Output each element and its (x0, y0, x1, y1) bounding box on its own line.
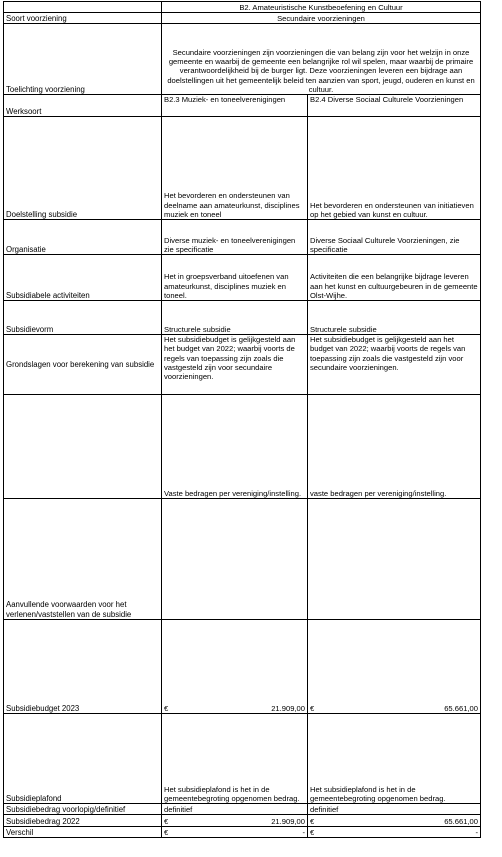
vaste-bedragen-col2: vaste bedragen per vereniging/instelling. (308, 395, 481, 499)
activiteiten-col1: Het in groepsverband uitoefenen van amateurkunst, disciplines muziek en toneel. (162, 255, 308, 301)
activiteiten-row (4, 255, 481, 301)
plafond-col2: Het subsidieplafond is het in de gemeentebegroting opgenomen bedrag. (308, 714, 481, 804)
werksoort-col2: B2.4 Diverse Sociaal Culturele Voorzieningen (308, 95, 481, 117)
bedrag2022-col2 (308, 815, 481, 827)
doelstelling-col2: Het bevorderen en ondersteunen van initiatieven op het gebied van kunst en cultuur. (308, 117, 481, 220)
werksoort-col1: B2.3 Muziek- en toneelverenigingen (162, 95, 308, 117)
voorlopig-label: Subsidiebedrag voorlopig/definitief (4, 804, 162, 815)
plafond-label: Subsidieplafond (4, 714, 162, 804)
empty-cell (4, 2, 162, 13)
verschil-label: Verschil (4, 827, 162, 838)
empty-cell (308, 499, 481, 620)
euro-symbol: € (164, 816, 169, 826)
activiteiten-label: Subsidiabele activiteiten (4, 255, 162, 301)
plafond-row (4, 714, 481, 804)
verschil-col2 (308, 827, 481, 838)
subsidievorm-label: Subsidievorm (4, 301, 162, 335)
vaste-bedragen-col1: Vaste bedragen per vereniging/instelling. (162, 395, 308, 499)
euro-symbol: € (164, 827, 169, 837)
bedrag2022-row (4, 815, 481, 827)
budget-amount: 65.661,00 (444, 703, 478, 713)
verschil-col1 (162, 827, 308, 838)
verschil-amount: - (302, 827, 305, 837)
soort-row (4, 13, 481, 24)
category-row (4, 2, 481, 13)
verschil-amount: - (475, 827, 478, 837)
voorwaarden-row (4, 499, 481, 620)
organisatie-col1: Diverse muziek- en toneelverenigingen zie specificatie (162, 220, 308, 255)
doelstelling-row (4, 117, 481, 220)
grondslagen-col2: Het subsidiebudget is gelijkgesteld aan het budget van 2022; waarbij voorts de regels van toepassing zijn zoals die vastgesteld zijn voor secundaire voorzieningen. (308, 335, 481, 395)
verschil-row (4, 827, 481, 838)
voorwaarden-label: Aanvullende voorwaarden voor het verlenen/vaststellen van de subsidie (4, 499, 162, 620)
budget-label: Subsidiebudget 2023 (4, 620, 162, 714)
voorlopig-col1: definitief (162, 804, 308, 815)
budget-row (4, 620, 481, 714)
toelichting-row (4, 24, 481, 95)
bedrag2022-label: Subsidiebedrag 2022 (4, 815, 162, 827)
budget-col2 (308, 620, 481, 714)
grondslagen-row (4, 335, 481, 395)
bedrag2022-amount: 65.661,00 (444, 816, 478, 826)
euro-symbol: € (164, 703, 169, 713)
soort-value: Secundaire voorzieningen (162, 13, 481, 24)
bedrag2022-amount: 21.909,00 (271, 816, 305, 826)
subsidievorm-col1: Structurele subsidie (162, 301, 308, 335)
voorlopig-col2: definitief (308, 804, 481, 815)
organisatie-row (4, 220, 481, 255)
euro-symbol: € (310, 827, 315, 837)
budget-amount: 21.909,00 (271, 703, 305, 713)
vaste-bedragen-row (4, 395, 481, 499)
organisatie-col2: Diverse Sociaal Culturele Voorzieningen, zie specificatie (308, 220, 481, 255)
category-title: B2. Amateuristische Kunstbeoefening en Cultuur (162, 2, 481, 13)
voorlopig-row (4, 804, 481, 815)
empty-cell (162, 499, 308, 620)
subsidievorm-col2: Structurele subsidie (308, 301, 481, 335)
werksoort-row (4, 95, 481, 117)
subsidy-table (3, 1, 481, 838)
empty-cell (4, 395, 162, 499)
budget-col1 (162, 620, 308, 714)
toelichting-text: Secundaire voorzieningen zijn voorzieningen die van belang zijn voor het welzijn in onze gemeente en waarbij de gemeente een belangrijke rol wil spelen, maar waarbij de primaire verantwoordelijkheid bij de burger ligt. Deze voorzieningen leveren een bijdrage aan doelstellingen uit het gemeentelijk beleid ten aanzien van sport, jeugd, ouderen en kunst en cultuur. (162, 24, 481, 95)
soort-label: Soort voorziening (4, 13, 162, 24)
bedrag2022-col1 (162, 815, 308, 827)
doelstelling-col1: Het bevorderen en ondersteunen van deelname aan amateurkunst, disciplines muziek en toneel (162, 117, 308, 220)
plafond-col1: Het subsidieplafond is het in de gemeentebegroting opgenomen bedrag. (162, 714, 308, 804)
grondslagen-label: Grondslagen voor berekening van subsidie (4, 335, 162, 395)
organisatie-label: Organisatie (4, 220, 162, 255)
euro-symbol: € (310, 703, 315, 713)
activiteiten-col2: Activiteiten die een belangrijke bijdrage leveren aan het kunst en cultuurgebeuren in de gemeente Olst-Wijhe. (308, 255, 481, 301)
euro-symbol: € (310, 816, 315, 826)
subsidievorm-row (4, 301, 481, 335)
grondslagen-col1: Het subsidiebudget is gelijkgesteld aan het budget van 2022; waarbij voorts de regels van toepassing zijn zoals die vastgesteld zijn voor secundaire voorzieningen. (162, 335, 308, 395)
werksoort-label: Werksoort (4, 95, 162, 117)
toelichting-label: Toelichting voorziening (4, 24, 162, 95)
doelstelling-label: Doelstelling subsidie (4, 117, 162, 220)
